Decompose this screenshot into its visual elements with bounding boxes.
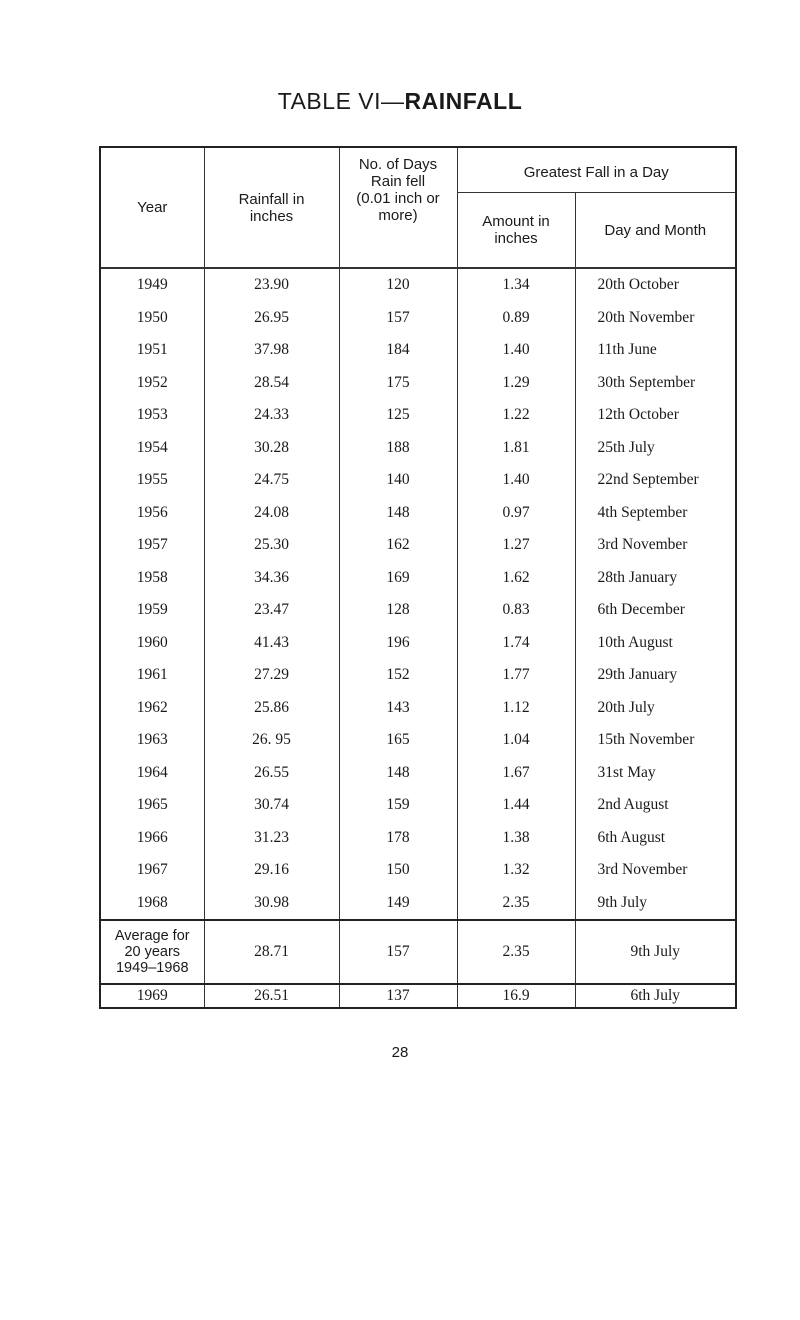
last-year: 1969 bbox=[100, 984, 204, 1008]
cell-year: 1956 bbox=[100, 497, 204, 530]
cell-date: 4th September bbox=[575, 497, 736, 530]
table-row bbox=[100, 659, 736, 692]
average-label bbox=[100, 920, 204, 984]
cell-year: 1954 bbox=[100, 432, 204, 465]
cell-rainfall: 41.43 bbox=[204, 627, 339, 660]
page-title bbox=[0, 88, 800, 115]
page-number: 28 bbox=[391, 1044, 409, 1061]
table-row bbox=[100, 268, 736, 302]
table-row bbox=[100, 627, 736, 660]
cell-days: 157 bbox=[339, 302, 457, 335]
cell-days: 140 bbox=[339, 464, 457, 497]
header-rainfall bbox=[204, 147, 339, 268]
cell-date: 20th October bbox=[575, 268, 736, 302]
table-row bbox=[100, 822, 736, 855]
cell-year: 1967 bbox=[100, 854, 204, 887]
cell-date: 3rd November bbox=[575, 529, 736, 562]
cell-days: 149 bbox=[339, 887, 457, 921]
cell-amount: 1.29 bbox=[457, 367, 575, 400]
title-prefix: TABLE VI— bbox=[277, 88, 405, 114]
cell-rainfall: 23.47 bbox=[204, 594, 339, 627]
table-row bbox=[100, 854, 736, 887]
cell-rainfall: 25.86 bbox=[204, 692, 339, 725]
header-greatest: Greatest Fall in a Day bbox=[457, 147, 736, 193]
cell-days: 143 bbox=[339, 692, 457, 725]
average-label-line1: Average for bbox=[114, 928, 190, 944]
table-row bbox=[100, 757, 736, 790]
average-days: 157 bbox=[339, 920, 457, 984]
table-row bbox=[100, 692, 736, 725]
table-row bbox=[100, 334, 736, 367]
cell-date: 11th June bbox=[575, 334, 736, 367]
title-bold: RAINFALL bbox=[404, 88, 523, 114]
rainfall-table bbox=[99, 146, 737, 1009]
header-amount-text: Amount in inches bbox=[482, 213, 550, 247]
cell-rainfall: 26.55 bbox=[204, 757, 339, 790]
last-amount: 16.9 bbox=[457, 984, 575, 1008]
cell-date: 6th August bbox=[575, 822, 736, 855]
header-day-month: Day and Month bbox=[575, 193, 736, 269]
cell-year: 1955 bbox=[100, 464, 204, 497]
cell-rainfall: 30.74 bbox=[204, 789, 339, 822]
table-row bbox=[100, 367, 736, 400]
cell-rainfall: 30.28 bbox=[204, 432, 339, 465]
cell-year: 1960 bbox=[100, 627, 204, 660]
cell-rainfall: 25.30 bbox=[204, 529, 339, 562]
cell-date: 6th December bbox=[575, 594, 736, 627]
table-row bbox=[100, 497, 736, 530]
cell-date: 25th July bbox=[575, 432, 736, 465]
cell-days: 178 bbox=[339, 822, 457, 855]
header-rainfall-text: Rainfall in inches bbox=[238, 190, 305, 225]
cell-year: 1963 bbox=[100, 724, 204, 757]
cell-rainfall: 26.95 bbox=[204, 302, 339, 335]
cell-days: 148 bbox=[339, 497, 457, 530]
cell-year: 1959 bbox=[100, 594, 204, 627]
cell-year: 1951 bbox=[100, 334, 204, 367]
cell-rainfall: 34.36 bbox=[204, 562, 339, 595]
cell-rainfall: 27.29 bbox=[204, 659, 339, 692]
cell-days: 120 bbox=[339, 268, 457, 302]
cell-date: 12th October bbox=[575, 399, 736, 432]
cell-year: 1968 bbox=[100, 887, 204, 921]
cell-amount: 1.12 bbox=[457, 692, 575, 725]
cell-rainfall: 24.33 bbox=[204, 399, 339, 432]
cell-date: 31st May bbox=[575, 757, 736, 790]
average-amount: 2.35 bbox=[457, 920, 575, 984]
cell-date: 10th August bbox=[575, 627, 736, 660]
cell-days: 125 bbox=[339, 399, 457, 432]
table-row bbox=[100, 789, 736, 822]
cell-amount: 1.32 bbox=[457, 854, 575, 887]
cell-date: 2nd August bbox=[575, 789, 736, 822]
table-row bbox=[100, 594, 736, 627]
cell-days: 159 bbox=[339, 789, 457, 822]
cell-amount: 1.22 bbox=[457, 399, 575, 432]
cell-amount: 0.83 bbox=[457, 594, 575, 627]
year-rows bbox=[100, 268, 736, 920]
cell-days: 169 bbox=[339, 562, 457, 595]
table-row bbox=[100, 432, 736, 465]
table-row bbox=[100, 464, 736, 497]
row-1969 bbox=[100, 984, 736, 1008]
cell-date: 28th January bbox=[575, 562, 736, 595]
cell-year: 1949 bbox=[100, 268, 204, 302]
cell-rainfall: 23.90 bbox=[204, 268, 339, 302]
table-row bbox=[100, 724, 736, 757]
cell-date: 22nd September bbox=[575, 464, 736, 497]
cell-year: 1952 bbox=[100, 367, 204, 400]
cell-amount: 1.77 bbox=[457, 659, 575, 692]
cell-date: 15th November bbox=[575, 724, 736, 757]
cell-rainfall: 26. 95 bbox=[204, 724, 339, 757]
cell-amount: 0.89 bbox=[457, 302, 575, 335]
cell-days: 128 bbox=[339, 594, 457, 627]
cell-rainfall: 29.16 bbox=[204, 854, 339, 887]
table-row bbox=[100, 562, 736, 595]
last-date: 6th July bbox=[575, 984, 736, 1008]
cell-days: 184 bbox=[339, 334, 457, 367]
cell-rainfall: 24.08 bbox=[204, 497, 339, 530]
table-row bbox=[100, 399, 736, 432]
cell-year: 1965 bbox=[100, 789, 204, 822]
cell-rainfall: 28.54 bbox=[204, 367, 339, 400]
cell-rainfall: 30.98 bbox=[204, 887, 339, 921]
cell-rainfall: 31.23 bbox=[204, 822, 339, 855]
cell-amount: 1.44 bbox=[457, 789, 575, 822]
cell-amount: 1.27 bbox=[457, 529, 575, 562]
cell-date: 20th July bbox=[575, 692, 736, 725]
average-row bbox=[100, 920, 736, 984]
cell-year: 1953 bbox=[100, 399, 204, 432]
average-label-line3: 1949–1968 bbox=[115, 960, 189, 976]
cell-year: 1957 bbox=[100, 529, 204, 562]
cell-year: 1966 bbox=[100, 822, 204, 855]
cell-date: 29th January bbox=[575, 659, 736, 692]
average-rainfall: 28.71 bbox=[204, 920, 339, 984]
table-row bbox=[100, 887, 736, 921]
cell-date: 9th July bbox=[575, 887, 736, 921]
average-label-line2: 20 years bbox=[124, 944, 181, 960]
header-amount bbox=[457, 193, 575, 269]
table-row bbox=[100, 529, 736, 562]
cell-year: 1964 bbox=[100, 757, 204, 790]
average-date: 9th July bbox=[575, 920, 736, 984]
header-days-text: No. of Days Rain fell (0.01 inch or more) bbox=[356, 156, 440, 224]
cell-amount: 1.74 bbox=[457, 627, 575, 660]
cell-year: 1962 bbox=[100, 692, 204, 725]
cell-days: 188 bbox=[339, 432, 457, 465]
header-year: Year bbox=[100, 147, 204, 268]
cell-days: 150 bbox=[339, 854, 457, 887]
cell-days: 148 bbox=[339, 757, 457, 790]
cell-days: 152 bbox=[339, 659, 457, 692]
cell-rainfall: 24.75 bbox=[204, 464, 339, 497]
last-rainfall: 26.51 bbox=[204, 984, 339, 1008]
cell-amount: 1.40 bbox=[457, 334, 575, 367]
cell-amount: 1.81 bbox=[457, 432, 575, 465]
cell-amount: 2.35 bbox=[457, 887, 575, 921]
cell-year: 1950 bbox=[100, 302, 204, 335]
cell-year: 1958 bbox=[100, 562, 204, 595]
cell-date: 20th November bbox=[575, 302, 736, 335]
cell-year: 1961 bbox=[100, 659, 204, 692]
cell-amount: 1.67 bbox=[457, 757, 575, 790]
cell-amount: 1.34 bbox=[457, 268, 575, 302]
cell-date: 3rd November bbox=[575, 854, 736, 887]
cell-days: 175 bbox=[339, 367, 457, 400]
cell-amount: 1.38 bbox=[457, 822, 575, 855]
cell-days: 196 bbox=[339, 627, 457, 660]
cell-date: 30th September bbox=[575, 367, 736, 400]
cell-rainfall: 37.98 bbox=[204, 334, 339, 367]
last-days: 137 bbox=[339, 984, 457, 1008]
cell-amount: 1.40 bbox=[457, 464, 575, 497]
cell-days: 165 bbox=[339, 724, 457, 757]
cell-amount: 1.04 bbox=[457, 724, 575, 757]
table-row bbox=[100, 302, 736, 335]
header-days bbox=[339, 147, 457, 268]
cell-amount: 0.97 bbox=[457, 497, 575, 530]
cell-days: 162 bbox=[339, 529, 457, 562]
cell-amount: 1.62 bbox=[457, 562, 575, 595]
